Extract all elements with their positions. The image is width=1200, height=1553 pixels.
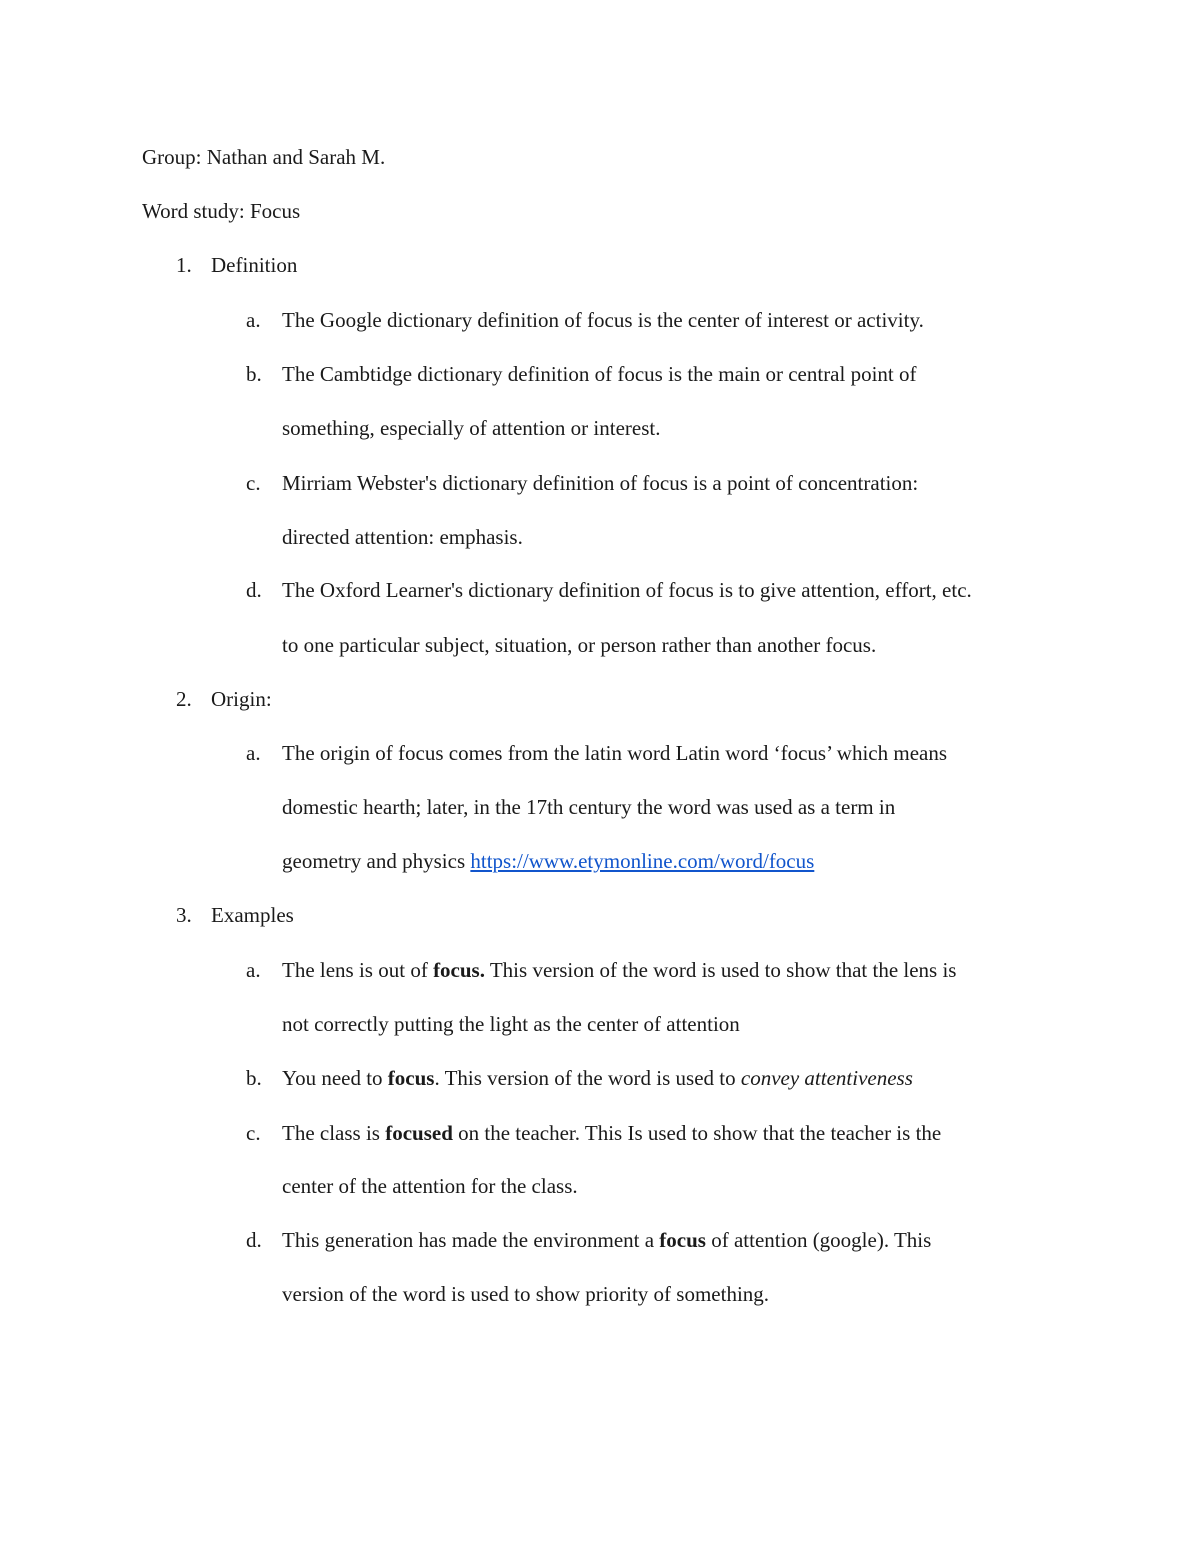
section-number: 2. bbox=[176, 687, 192, 711]
section-number: 3. bbox=[176, 903, 192, 927]
text-run: The class is bbox=[282, 1121, 386, 1145]
item-text bbox=[282, 957, 956, 983]
text-run: This version of the word is used to show that the lens is bbox=[484, 958, 957, 982]
bold-term: focus bbox=[387, 1066, 435, 1090]
bold-term: focus. bbox=[433, 958, 485, 982]
text-run: . This version of the word is used to bbox=[434, 1066, 741, 1090]
item-letter: d. bbox=[246, 578, 262, 602]
item-letter: c. bbox=[246, 1121, 261, 1145]
text-run: on the teacher. This Is used to show that the teacher is the bbox=[452, 1121, 942, 1145]
item-text: center of the attention for the class. bbox=[282, 1174, 578, 1198]
item-text: something, especially of attention or interest. bbox=[282, 416, 661, 440]
item-letter: b. bbox=[246, 1066, 262, 1090]
item-text: directed attention: emphasis. bbox=[282, 525, 523, 549]
text-run: The lens is out of bbox=[282, 958, 434, 982]
italic-term: convey attentiveness bbox=[740, 1066, 913, 1090]
item-letter: b. bbox=[246, 362, 262, 386]
item-text-with-link bbox=[282, 848, 814, 874]
item-letter: d. bbox=[246, 1228, 262, 1252]
item-text: geometry and physics bbox=[282, 849, 471, 873]
item-text: to one particular subject, situation, or person rather than another focus. bbox=[282, 633, 877, 657]
item-text: version of the word is used to show priority of something. bbox=[282, 1282, 770, 1306]
item-letter: a. bbox=[246, 308, 261, 332]
item-text: The Oxford Learner's dictionary definition of focus is to give attention, effort, etc. bbox=[282, 578, 972, 602]
bold-term: focus bbox=[659, 1228, 706, 1252]
section-title: Examples bbox=[211, 903, 294, 927]
item-text: The origin of focus comes from the latin word Latin word ‘focus’ which means bbox=[282, 741, 948, 765]
item-letter: a. bbox=[246, 741, 261, 765]
item-text: not correctly putting the light as the center of attention bbox=[282, 1012, 740, 1036]
section-number: 1. bbox=[176, 253, 192, 277]
section-title: Definition bbox=[211, 253, 298, 277]
item-text bbox=[282, 1120, 941, 1146]
word-study-line: Word study: Focus bbox=[142, 199, 301, 223]
section-title: Origin: bbox=[211, 687, 272, 711]
etymonline-link[interactable]: https://www.etymonline.com/word/focus bbox=[470, 849, 815, 873]
text-run: This generation has made the environment a bbox=[282, 1228, 660, 1252]
item-text: domestic hearth; later, in the 17th century the word was used as a term in bbox=[282, 795, 896, 819]
item-text bbox=[282, 1065, 913, 1091]
item-text: The Cambtidge dictionary definition of focus is the main or central point of bbox=[282, 362, 917, 386]
item-letter: a. bbox=[246, 958, 261, 982]
text-run: You need to bbox=[282, 1066, 388, 1090]
item-text: Mirriam Webster's dictionary definition of focus is a point of concentration: bbox=[282, 471, 919, 495]
bold-term: focused bbox=[385, 1121, 453, 1145]
item-text: The Google dictionary definition of focus is the center of interest or activity. bbox=[282, 308, 924, 332]
group-line: Group: Nathan and Sarah M. bbox=[142, 145, 386, 169]
item-text bbox=[282, 1227, 931, 1253]
item-letter: c. bbox=[246, 471, 261, 495]
text-run: of attention (google). This bbox=[705, 1228, 932, 1252]
